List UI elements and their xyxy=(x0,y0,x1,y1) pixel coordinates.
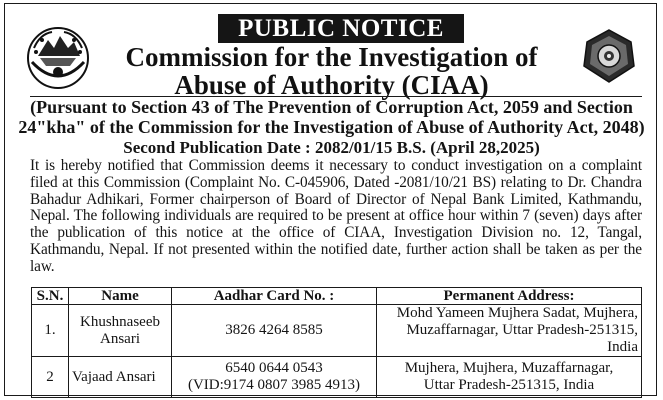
public-notice-banner: PUBLIC NOTICE xyxy=(218,14,464,43)
organization-name-line1: Commission for the Investigation of xyxy=(125,42,538,72)
aadhar-line: 3826 4264 8585 xyxy=(225,322,323,338)
address-line: Uttar Pradesh-251315, India xyxy=(423,377,595,393)
publication-date: Second Publication Date : 2082/01/15 B.S. (April 28,2025) xyxy=(123,138,540,157)
name-line: Vajaad Ansari xyxy=(72,368,156,385)
row-sn: 1. xyxy=(32,305,69,357)
header-aadhar: Aadhar Card No. : xyxy=(172,288,377,305)
persons-table xyxy=(31,287,642,398)
table-row xyxy=(32,357,642,398)
row-address xyxy=(377,305,642,357)
row-aadhar xyxy=(172,305,377,357)
row-address xyxy=(377,357,642,398)
header-sn: S.N. xyxy=(32,288,69,305)
address-line: Muzaffarnagar, Uttar Pradesh-251315, India xyxy=(406,322,638,355)
row-aadhar xyxy=(172,357,377,398)
notice-body: It is hereby notified that Commission deems it necessary to conduct investigation on a complaint filed at this Commission (Complaint No. C-045906, Dated -2081/10/21 BS) relating to Dr. Chandra Bahadur Adhikari, Former chairperson of Board of Director of Nepal Bank Limited, Kathmandu, Nepal. The following individuals are required to be present at office hour within 7 (seven) days after the publication of this notice at the office of CIAA, Investigation Division no. 12, Tangal, Kathmandu, Nepal. If not presented within the notified date, further action shall be taken as per the law. xyxy=(30,157,642,275)
row-name xyxy=(69,357,172,398)
pursuant-line2: 24"kha" of the Commission for the Investigation of Abuse of Authority Act, 2048) xyxy=(18,117,645,137)
vid-line: (VID:9174 0807 3985 4913) xyxy=(187,377,361,393)
address-line: Mujhera, Mujhera, Muzaffarnagar, xyxy=(404,360,614,376)
table-row xyxy=(32,305,642,357)
organization-name-line2: Abuse of Authority (CIAA) xyxy=(174,70,489,100)
row-name xyxy=(69,305,172,357)
name-line: Ansari xyxy=(100,330,140,347)
pursuant-line1: (Pursuant to Section 43 of The Prevention of Corruption Act, 2059 and Section xyxy=(30,97,633,117)
header-address: Permanent Address: xyxy=(377,288,642,305)
ciaa-emblem-icon xyxy=(582,28,636,84)
address-line: Mohd Yameen Mujhera Sadat, Mujhera, xyxy=(396,305,638,321)
aadhar-line: 6540 0644 0543 xyxy=(225,360,323,376)
header-name: Name xyxy=(69,288,172,305)
name-line: Khushnaseeb xyxy=(80,313,160,330)
table-header-row xyxy=(32,288,642,305)
row-sn: 2 xyxy=(32,357,69,398)
